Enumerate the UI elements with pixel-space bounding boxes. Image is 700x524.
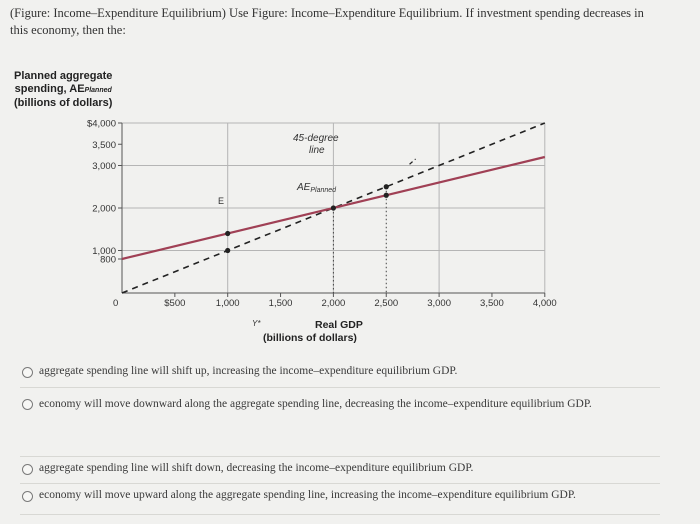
x-axis-title-2: (billions of dollars) (263, 332, 357, 344)
x-tick-label: 3,000 (427, 298, 451, 309)
radio-button[interactable] (22, 399, 33, 410)
line-45-pointer (410, 159, 416, 164)
y-tick-label: 1,000 (92, 246, 116, 257)
option-3[interactable] (22, 462, 473, 475)
y-axis-title-line2: spending, AE (14, 83, 85, 95)
data-point (384, 184, 389, 189)
data-point (225, 231, 230, 236)
line-45-label-2: line (309, 145, 325, 156)
divider (20, 483, 660, 484)
y-tick-label: 800 (100, 254, 116, 266)
option-2-label: economy will move downward along the aggregate spending line, decreasing the income–expenditure equilibrium GDP. (39, 398, 592, 410)
ae-label-subscript: Planned (310, 187, 337, 194)
y-axis-title-line1: Planned aggregate (14, 70, 113, 82)
x-tick-label: 1,000 (215, 298, 240, 309)
x-tick-label: 1,500 (268, 298, 293, 309)
divider (20, 387, 660, 388)
origin-label: 0 (113, 298, 119, 309)
x-tick-labels (164, 293, 556, 309)
option-4-label: economy will move upward along the aggregate spending line, increasing the income–expenditure equilibrium GDP. (39, 489, 576, 501)
x-axis-title-1: Real GDP (315, 319, 363, 331)
divider (20, 456, 660, 457)
x-tick-label: 4,000 (532, 298, 557, 309)
radio-button[interactable] (22, 367, 33, 378)
y-tick-label: $4,000 (86, 118, 116, 130)
option-4[interactable] (22, 489, 576, 502)
radio-button[interactable] (22, 491, 33, 502)
y-tick-label: 3,500 (92, 139, 116, 151)
x-tick-label: 2,500 (374, 298, 399, 309)
y-tick-label: 3,000 (92, 161, 116, 172)
radio-button[interactable] (22, 464, 33, 475)
e-label: E (218, 196, 225, 206)
y-axis-title-line3: (billions of dollars) (14, 97, 113, 109)
x-tick-label: 2,000 (321, 298, 346, 309)
y-tick-label: 2,000 (92, 203, 116, 215)
line-45-label-1: 45-degree (293, 133, 339, 144)
data-point (331, 205, 336, 210)
divider (20, 514, 660, 515)
data-point (225, 248, 230, 253)
ae-label: AE (297, 182, 311, 193)
option-1[interactable] (22, 365, 457, 378)
option-2[interactable] (22, 397, 612, 412)
y-tick-labels (87, 119, 122, 266)
y-star-label: Y* (252, 319, 261, 328)
x-tick-label: $500 (164, 298, 186, 309)
data-point (384, 193, 389, 198)
svg-text:AEPlanned (296, 182, 337, 194)
x-tick-label: 3,500 (480, 298, 504, 309)
question-text: (Figure: Income–Expenditure Equilibrium) Use Figure: Income–Expenditure Equilibrium. If investment spending decreases in this economy, then the: (10, 6, 644, 37)
y-axis-title-subscript: Planned (84, 87, 112, 94)
option-3-label: aggregate spending line will shift down, decreasing the income–expenditure equilibrium GDP. (39, 462, 474, 474)
option-1-label: aggregate spending line will shift up, increasing the income–expenditure equilibrium GDP. (39, 365, 458, 377)
